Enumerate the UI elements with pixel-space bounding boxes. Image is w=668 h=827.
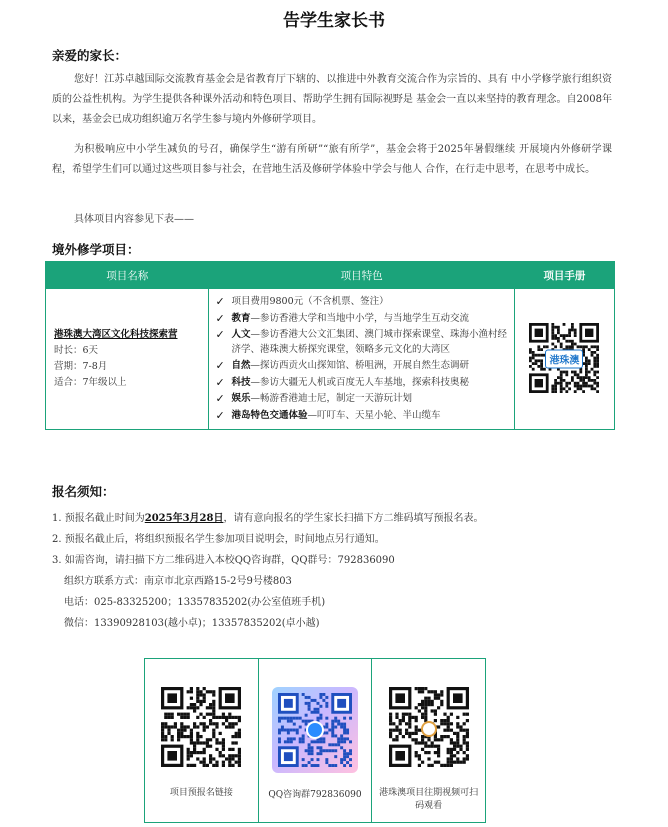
project-features-cell (209, 289, 514, 430)
qr-cell-video (372, 659, 485, 822)
project-info-cell (46, 289, 209, 430)
feature-item (215, 392, 507, 407)
registration-qr-code[interactable] (161, 687, 241, 771)
project-grade: 适合：7年级以上 (54, 377, 127, 388)
handbook-qr-code[interactable] (529, 323, 599, 396)
note-consult: 3. 如需咨询，请扫描下方二维码进入本校QQ咨询群，QQ群号：792836090 (52, 555, 395, 566)
table-row (46, 289, 615, 430)
header-project-features: 项目特色 (209, 262, 514, 289)
contact-phone: 电话：025-83325200；13357835202(办公室值班手机) (64, 597, 326, 608)
qr-caption-registration: 项目预报名链接 (169, 788, 233, 798)
project-period: 营期：7-8月 (54, 361, 108, 372)
check-icon: ✓ (215, 408, 225, 422)
note-briefing: 2. 预报名截止后，将组织预报名学生参加项目说明会，时间地点另行通知。 (52, 534, 385, 545)
contact-address: 组织方联系方式：南京市北京西路15-2号9号楼803 (64, 576, 292, 587)
letter-title: 告学生家长书 (283, 11, 385, 31)
feature-item (215, 312, 507, 327)
projects-heading: 境外修学项目： (52, 242, 140, 257)
qr-code-panel (144, 658, 486, 823)
purpose-paragraph: 为积极响应中小学生减负的号召，确保学生“游有所研”“旅有所学”，基金会将于2025年暑假继续 开展境内外修研学课程，希望学生们可以通过这些项目参与社会，在营地生活及修研学体验中学会与他人 合作，在行走中思考，在思考中成长。 (52, 144, 612, 175)
qr-caption-qq-group: QQ咨询群792836090 (268, 790, 362, 800)
qr-cell-registration (145, 659, 259, 822)
project-name: 港珠澳大湾区文化科技探索营 (54, 329, 178, 340)
check-icon: ✓ (215, 392, 225, 405)
salutation: 亲爱的家长： (52, 48, 128, 63)
registration-heading: 报名须知： (52, 484, 115, 499)
project-table (45, 261, 615, 430)
feature-item (215, 328, 507, 357)
handbook-qr-label: 港珠澳 (545, 350, 583, 369)
feature-text: 教育—参访香港大学和当地中小学，与当地学生互动交流 (231, 312, 469, 324)
qq-logo-icon (306, 721, 324, 739)
project-handbook-cell (514, 289, 614, 430)
check-icon: ✓ (215, 295, 225, 308)
feature-text: 港岛特色交通体验—叮叮车、天星小轮、半山缆车 (231, 409, 441, 421)
registration-notes (52, 508, 632, 634)
feature-text: 科技—参访大疆无人机或百度无人车基地，探索科技奥秘 (231, 376, 469, 388)
intro-paragraph: 您好！江苏卓越国际交流教育基金会是省教育厅下辖的、以推进中外教育交流合作为宗旨的、具有 中小学修学旅行组织资质的公益性机构。为学生提供各种课外活动和特色项目、帮助学生拥有国际视野是 基金会一直以来坚持的教育理念。自2008年以来，基金会已成功组织逾万名学生参与境内外修研学项目。 (52, 74, 612, 125)
note-deadline: 1. 预报名截止时间为2025年3月28日，请有意向报名的学生家长扫描下方二维码填写预报名表。 (52, 513, 484, 524)
project-duration: 时长：6天 (54, 345, 99, 356)
header-project-handbook: 项目手册 (514, 262, 614, 289)
feature-item (215, 409, 507, 424)
deadline-date: 2025年3月28日 (144, 513, 224, 524)
feature-text: 自然—探访西贡火山探知馆、桥咀洲，开展自然生态调研 (231, 360, 469, 371)
qr-caption-video: 港珠澳项目往期视频可扫码观看 (379, 788, 479, 811)
qr-code-icon (161, 687, 241, 767)
qq-group-qr-code[interactable] (272, 687, 358, 773)
feature-item (215, 295, 507, 310)
feature-item (215, 359, 507, 374)
contact-wechat: 微信：13390928103(越小卓)；13357835202(卓小越) (64, 618, 320, 629)
header-project-name: 项目名称 (46, 262, 209, 289)
feature-text: 项目费用9800元（不含机票、签注） (231, 296, 389, 307)
check-icon: ✓ (215, 328, 225, 341)
check-icon: ✓ (215, 359, 225, 372)
feature-text: 娱乐—畅游香港迪士尼，制定一天游玩计划 (231, 393, 412, 404)
feature-text: 人文—参访香港大公文汇集团、澳门城市探索课堂、珠海小渔村经济学、港珠澳大桥探究课堂，领略多元文化的大湾区 (231, 329, 507, 355)
qr-cell-qq-group (259, 659, 373, 822)
check-icon: ✓ (215, 375, 225, 389)
table-header-row (46, 262, 615, 289)
see-table-paragraph: 具体项目内容参见下表—— (74, 214, 194, 225)
feature-item (215, 376, 507, 391)
video-logo-icon (421, 721, 437, 737)
check-icon: ✓ (215, 311, 225, 325)
video-qr-code[interactable] (389, 687, 469, 771)
